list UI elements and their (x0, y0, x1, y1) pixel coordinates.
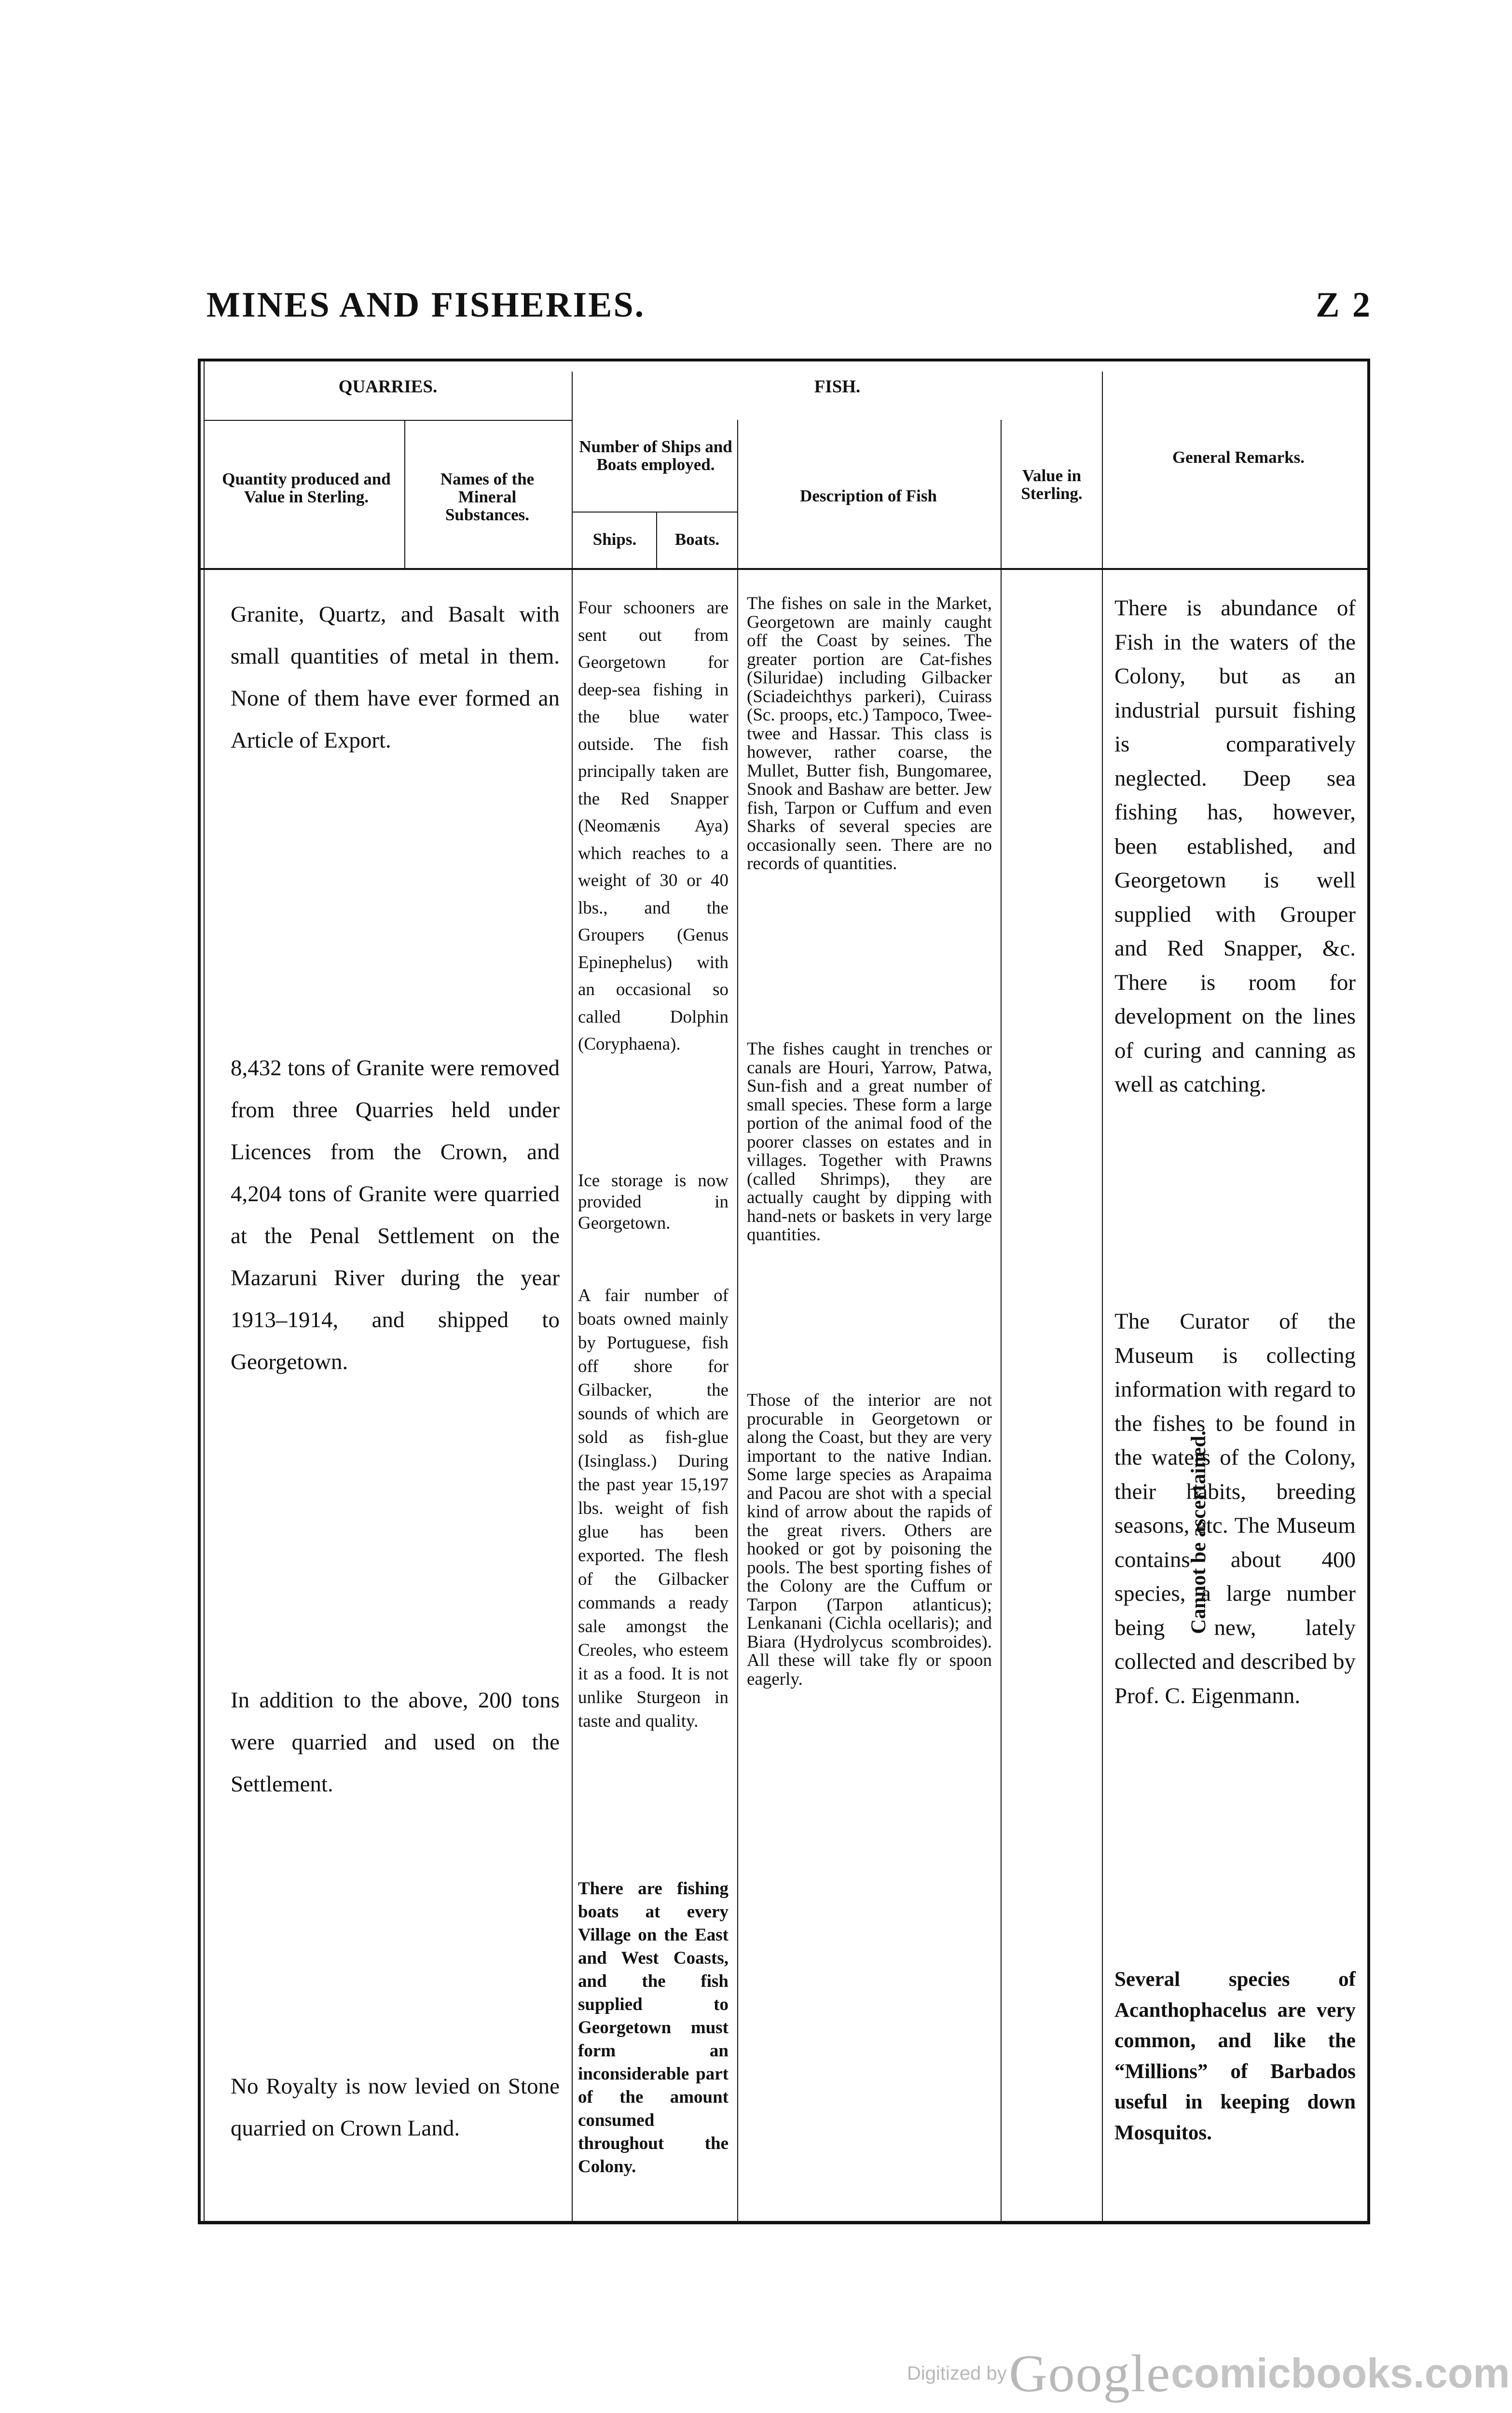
table-bottom-rule (198, 2221, 1370, 2224)
boats-text-1: Four schooners are sent out from Georgetown for deep-sea fishing in the blue water outside. The fish principally taken are the Red Snapper (Neomænis Aya) which reaches to a weight of 30 or 40 lbs., and the Groupers (Genus Epinephelus) with an occasional so called Dolphin (Coryphaena). (578, 598, 729, 1054)
quantity-header: Quantity produced and Value in Sterling. (222, 470, 391, 506)
quarries-text-3: In addition to the above, 200 tons were quarried and used on the Settlement. (231, 1688, 560, 1797)
boats-text-4: There are fishing boats at every Village on the East and West Coasts, and the fish supplied to Georgetown must form an inconsiderable part of the amount consumed throughout the Colony. (578, 1879, 729, 2177)
quarries-text-4: No Royalty is now levied on Stone quarried on Crown Land. (231, 2074, 560, 2141)
description-text-3: Those of the interior are not procurable in Georgetown or along the Coast, but they are very important to the native Indian. Some large species as Arapaima and Pacou are shot with a special kind of arrow about the rapids of the great rivers. Others are hooked or got by poisoning the pools. The best sporting fishes of the Colony are the Cuffum or Tarpon (Tarpon atlanticus); Lenkanani (Cichla ocellaris); and Biara (Hydrolycus scombroides). All these will take fly or spoon eagerly. (747, 1390, 992, 1689)
ships-boats-divider (573, 512, 737, 513)
boats-text-3: A fair number of boats owned mainly by Portuguese, fish off shore for Gilbacker, the sounds of which are sold as fish-glue (Isinglass.) During the past year 15,197 lbs. weight of fish glue has been exported. The flesh of the Gilbacker commands a ready sale amongst the Creoles, who esteem it as a food. It is not unlike Sturgeon in taste and quality. (578, 1286, 729, 1731)
digitized-by-label: Digitized by (907, 2363, 1007, 2384)
value-text: Cannot be ascertained. (1187, 1430, 1210, 1634)
ships-boats-header: Number of Ships and Boats employed. (579, 437, 732, 474)
remarks-text-2: The Curator of the Museum is collecting information with regard to the fishes to be found in the waters of the Colony, their habits, breeding seasons, etc. The Museum contains about 400 species, a large number being new, lately collected and described by Prof. C. Eigenmann. (1114, 1309, 1356, 1708)
description-text-2: The fishes caught in trenches or canals are Houri, Yarrow, Patwa, Sun-fish and a great number of small species. These form a large portion of the animal food of the poorer classes on estates and in villages. Together with Prawns (called Shrimps), they are actually caught by dipping with hand-nets or baskets in very large quantities. (747, 1039, 992, 1245)
table-left-rule (198, 359, 201, 2224)
quarries-text-2: 8,432 tons of Granite were removed from three Quarries held under Licences from the Crown, and 4,204 tons of Granite were quarried at the Penal Settlement on the Mazaruni River during the year 1913–1914, and shipped to Georgetown. (231, 1055, 560, 1374)
google-logo: Google (1009, 2344, 1171, 2403)
quarries-text-1: Granite, Quartz, and Basalt with small quantities of metal in them. None of them have ever formed an Article of Export. (231, 602, 560, 753)
quarries-header: QUARRIES. (338, 377, 438, 397)
boats-header: Boats. (674, 530, 720, 549)
fish-header: FISH. (814, 377, 861, 397)
col-rule-value (1001, 420, 1002, 2221)
value-header: Value in Sterling. (1021, 466, 1083, 503)
page-number: Z 2 (1316, 285, 1372, 325)
page-title: MINES AND FISHERIES. (206, 285, 646, 325)
description-header: Description of Fish (800, 486, 937, 505)
names-header: Names of the Mineral Substances. (440, 470, 535, 524)
col-rule-remarks (1102, 372, 1103, 2221)
col-rule-fish-start (572, 372, 573, 2221)
remarks-header: General Remarks. (1172, 448, 1305, 467)
remarks-text-1: There is abundance of Fish in the waters of the Colony, but as an industrial pursuit fishing is comparatively neglected. Deep sea fishing has, however, been established, and Georgetown is well supplied with Grouper and Red Snapper, &c. There is room for development on the lines of curing and canning as well as catching. (1114, 596, 1356, 1097)
quarries-subheader-rule (204, 420, 572, 421)
col-rule-desc (737, 420, 738, 2221)
table-top-rule (198, 359, 1370, 361)
col-rule-quarries (404, 421, 405, 568)
description-text-1: The fishes on sale in the Market, Georgetown are mainly caught off the Coast by seines. The greater portion are Cat-fishes (Siluridae) including Gilbacker (Sciadeichthys parkeri), Cuirass (Sc. proops, etc.) Tampoco, Twee-twee and Hassar. This class is however, rather coarse, the Mullet, Butter fish, Bungomaree, Snook and Bashaw are better. Jew fish, Tarpon or Cuffum and even Sharks of several species are occasionally seen. There are no records of quantities. (747, 594, 992, 874)
table-right-rule (1367, 359, 1370, 2224)
table-left-inner-rule (204, 359, 205, 2224)
ships-header: Ships. (592, 530, 637, 549)
watermark-site: comicbooks.com (1171, 2350, 1510, 2397)
boats-text-2: Ice storage is now provided in Georgetown. (578, 1171, 729, 1233)
header-bottom-rule (198, 568, 1370, 570)
remarks-text-3: Several species of Acanthophacelus are very common, and like the “Millions” of Barbados useful in keeping down Mosquitos. (1114, 1968, 1356, 2144)
footer-watermark (907, 2343, 1510, 2404)
